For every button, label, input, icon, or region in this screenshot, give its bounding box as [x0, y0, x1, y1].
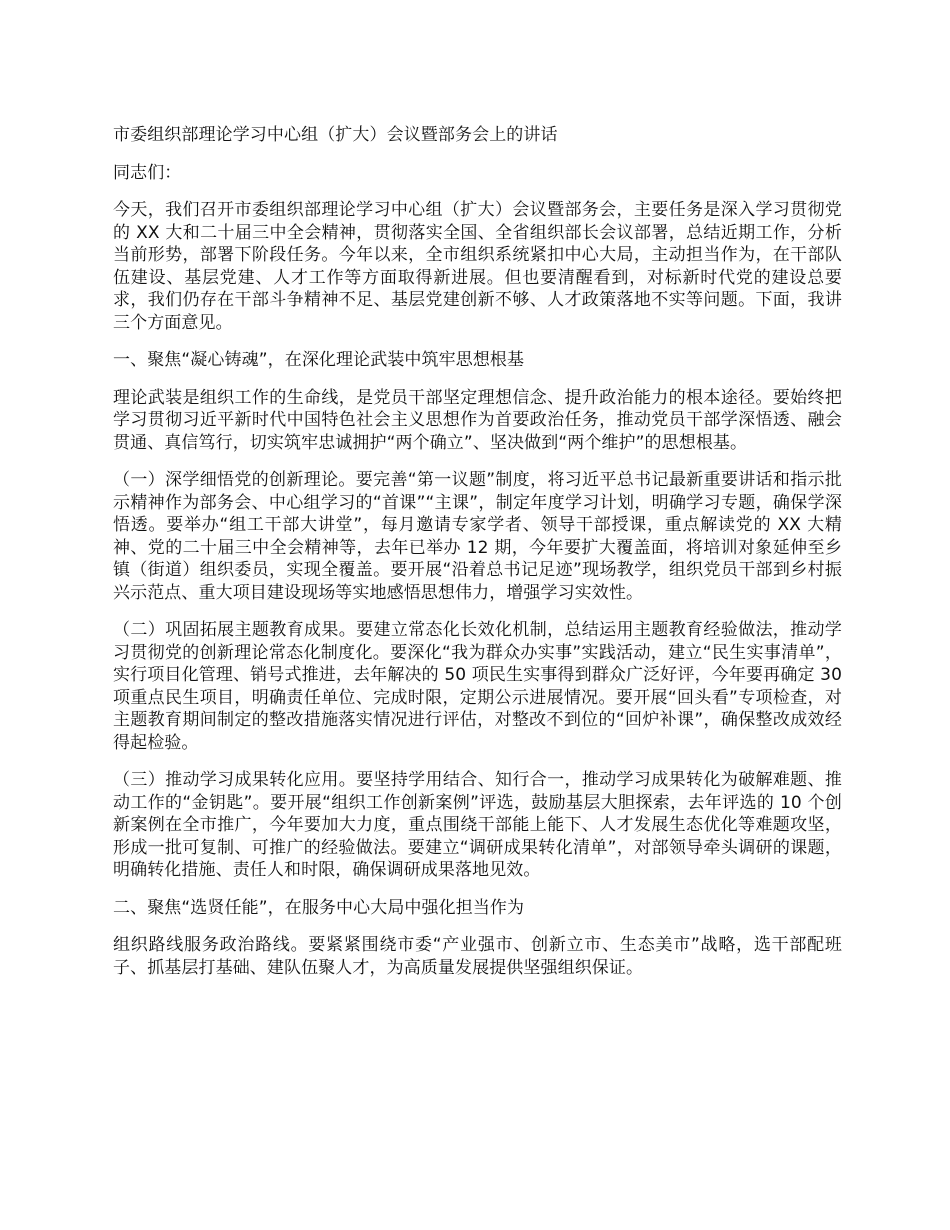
salutation: 同志们： — [113, 162, 182, 183]
section-heading-1: 一、聚焦“凝心铸魂”，在深化理论武装中筑牢思想根基 — [113, 350, 525, 370]
paragraph-section-1-item-3: （三）推动学习成果转化应用。要坚持学用结合、知行合一，推动学习成果转化为破解难题、推动工作的“金钥匙”。要开展“组织工作创新案例”评选，鼓励基层大胆探索，去年评选的 10 个创新案例在全市推广，今年要加大力度，重点围绕干部能上能下、人才发展生态优化等难题攻坚，形成一批可复制、可推广的经验做法。要建立“调研成果转化清单”，对部领导牵头调研的课题，明确转化措施、责任人和时限，确保调研成果落地见效。 — [113, 770, 842, 880]
document-title: 市委组织部理论学习中心组（扩大）会议暨部务会上的讲话 — [113, 125, 558, 145]
paragraph-section-1-item-2: （二）巩固拓展主题教育成果。要建立常态化长效化机制，总结运用主题教育经验做法，推动学习贯彻党的创新理论常态化制度化。要深化“我为群众办实事”实践活动，建立“民生实事清单”，实行项目化管理、销号式推进，去年解决的 50 项民生实事得到群众广泛好评，今年要再确定 30 项重点民生项目，明确责任单位、完成时限，定期公示进展情况。要开展“回头看”专项检查，对主题教育期间制定的整改措施落实情况进行评估，对整改不到位的“回炉补课”，确保整改成效经得起检验。 — [113, 620, 842, 753]
paragraph-section-1-item-1: （一）深学细悟党的创新理论。要完善“第一议题”制度，将习近平总书记最新重要讲话和指示批示精神作为部务会、中心组学习的“首课”“主课”，制定年度学习计划，明确学习专题，确保学深悟透。要举办“组工干部大讲堂”，每月邀请专家学者、领导干部授课，重点解读党的 XX 大精神、党的二十届三中全会精神等，去年已举办 12 期，今年要扩大覆盖面，将培训对象延伸至乡镇（街道）组织委员，实现全覆盖。要开展“沿着总书记足迹”现场教学，组织党员干部到乡村振兴示范点、重大项目建设现场等实地感悟思想伟力，增强学习实效性。 — [113, 470, 842, 603]
paragraph-section-1-intro: 理论武装是组织工作的生命线，是党员干部坚定理想信念、提升政治能力的根本途径。要始终把学习贯彻习近平新时代中国特色社会主义思想作为首要政治任务，推动党员干部学深悟透、融会贯通、真信笃行，切实筑牢忠诚拥护“两个确立”、坚决做到“两个维护”的思想根基。 — [113, 387, 842, 453]
section-heading-2: 二、聚焦“选贤任能”，在服务中心大局中强化担当作为 — [113, 897, 525, 918]
paragraph-intro: 今天，我们召开市委组织部理论学习中心组（扩大）会议暨部务会，主要任务是深入学习贯彻党的 XX 大和二十届三中全会精神，贯彻落实全国、全省组织部长会议部署，总结近期工作，分析当前形势，部署下阶段任务。今年以来，全市组织系统紧扣中心大局，主动担当作为，在干部队伍建设、基层党建、人才工作等方面取得新进展。但也要清醒看到，对标新时代党的建设总要求，我们仍存在干部斗争精神不足、基层党建创新不够、人才政策落地不实等问题。下面，我讲三个方面意见。 — [113, 200, 842, 333]
paragraph-section-2-intro: 组织路线服务政治路线。要紧紧围绕市委“产业强市、创新立市、生态美市”战略，选干部配班子、抓基层打基础、建队伍聚人才，为高质量发展提供坚强组织保证。 — [113, 935, 842, 978]
